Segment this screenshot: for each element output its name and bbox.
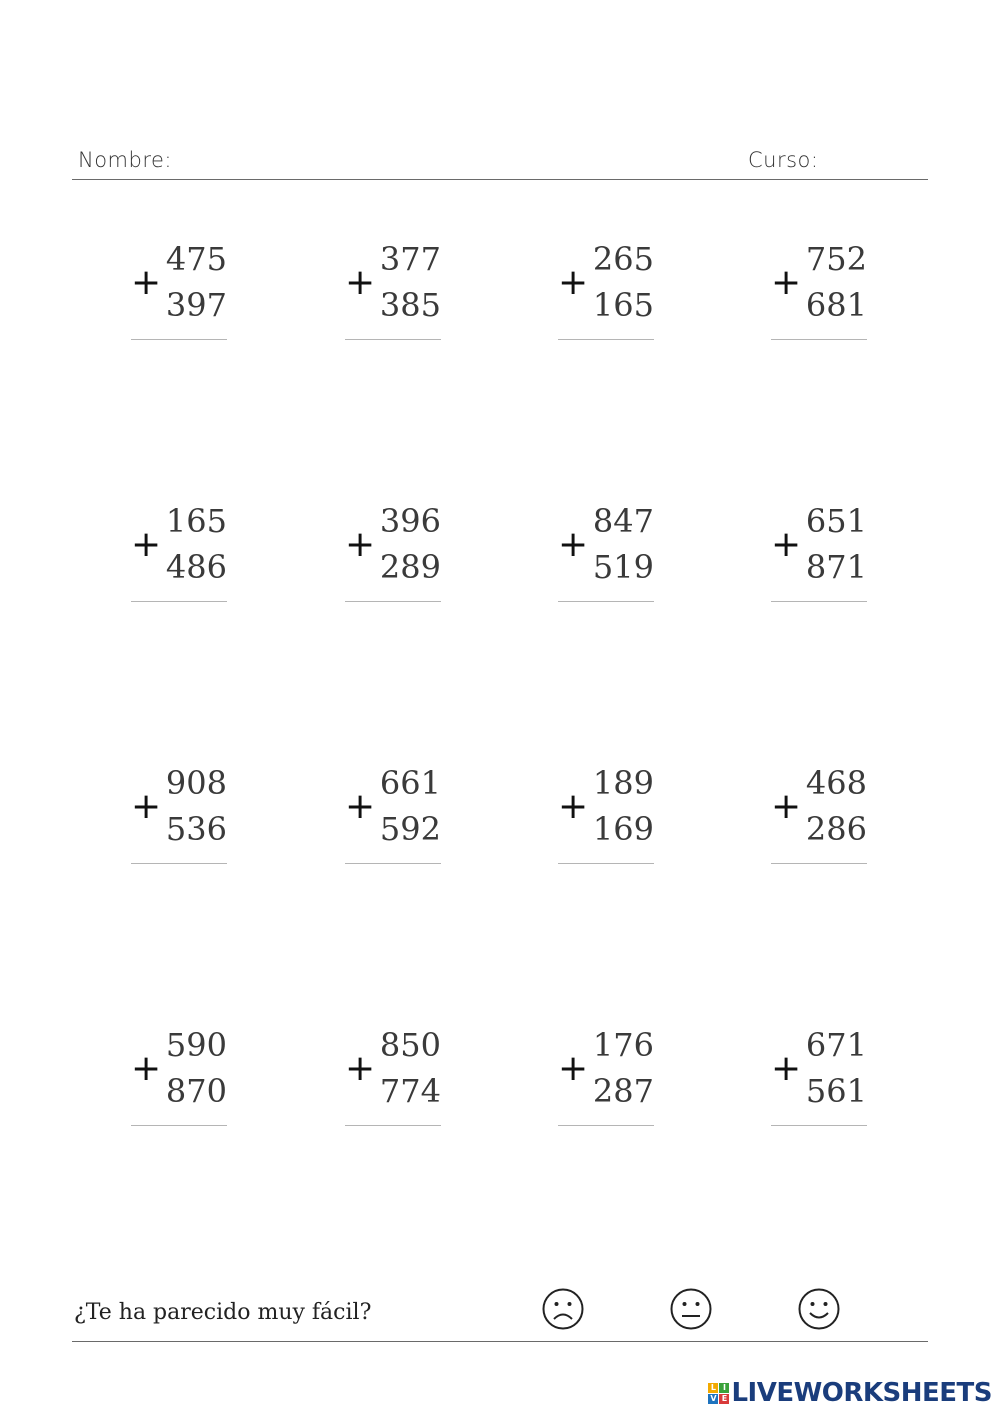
addend-top: 671 bbox=[805, 1026, 867, 1064]
answer-line[interactable] bbox=[558, 601, 654, 602]
answer-line[interactable] bbox=[345, 863, 441, 864]
addition-problem bbox=[345, 240, 441, 339]
answer-line[interactable] bbox=[131, 863, 227, 864]
addition-problem bbox=[131, 502, 227, 601]
answer-line[interactable] bbox=[131, 601, 227, 602]
addend-bottom: 870 bbox=[165, 1072, 227, 1110]
addition-problem bbox=[558, 240, 654, 339]
addend-top: 176 bbox=[592, 1026, 654, 1064]
addend-top: 651 bbox=[805, 502, 867, 540]
addend-top: 661 bbox=[379, 764, 441, 802]
neutral-face-icon[interactable] bbox=[669, 1287, 713, 1331]
addition-problem bbox=[771, 240, 867, 339]
answer-line[interactable] bbox=[558, 1125, 654, 1126]
addend-top: 590 bbox=[165, 1026, 227, 1064]
plus-sign: + bbox=[771, 786, 802, 827]
logo-mark-letter: I bbox=[719, 1383, 729, 1393]
answer-line[interactable] bbox=[771, 863, 867, 864]
addend-bottom: 397 bbox=[165, 286, 227, 324]
answer-line[interactable] bbox=[771, 601, 867, 602]
plus-sign: + bbox=[131, 1048, 162, 1089]
answer-line[interactable] bbox=[771, 339, 867, 340]
addend-bottom: 486 bbox=[165, 548, 227, 586]
addend-top: 165 bbox=[165, 502, 227, 540]
logo-mark-icon bbox=[708, 1383, 729, 1404]
addition-problem bbox=[771, 1026, 867, 1125]
addition-problem bbox=[558, 764, 654, 863]
plus-sign: + bbox=[345, 524, 376, 565]
addend-bottom: 165 bbox=[592, 286, 654, 324]
plus-sign: + bbox=[771, 262, 802, 303]
addition-problem bbox=[558, 502, 654, 601]
addition-problem bbox=[558, 1026, 654, 1125]
addend-top: 468 bbox=[805, 764, 867, 802]
answer-line[interactable] bbox=[558, 339, 654, 340]
answer-line[interactable] bbox=[771, 1125, 867, 1126]
footer-rule bbox=[72, 1341, 928, 1342]
answer-line[interactable] bbox=[345, 1125, 441, 1126]
addend-top: 189 bbox=[592, 764, 654, 802]
answer-line[interactable] bbox=[131, 1125, 227, 1126]
addition-problem bbox=[131, 764, 227, 863]
plus-sign: + bbox=[771, 524, 802, 565]
logo-mark-letter: V bbox=[710, 1393, 717, 1403]
sad-face-icon[interactable] bbox=[541, 1287, 585, 1331]
header-rule bbox=[72, 179, 928, 180]
happy-face-icon[interactable] bbox=[797, 1287, 841, 1331]
addition-problem bbox=[345, 1026, 441, 1125]
addend-top: 377 bbox=[379, 240, 441, 278]
plus-sign: + bbox=[345, 786, 376, 827]
addend-bottom: 592 bbox=[379, 810, 441, 848]
logo-mark-letter: E bbox=[719, 1394, 729, 1404]
logo-mark-letter: L bbox=[708, 1383, 718, 1393]
addend-bottom: 385 bbox=[379, 286, 441, 324]
addend-top: 752 bbox=[805, 240, 867, 278]
addend-bottom: 561 bbox=[805, 1072, 867, 1110]
plus-sign: + bbox=[771, 1048, 802, 1089]
addend-bottom: 286 bbox=[805, 810, 867, 848]
addition-problem bbox=[131, 1026, 227, 1125]
addend-top: 396 bbox=[379, 502, 441, 540]
answer-line[interactable] bbox=[345, 339, 441, 340]
feedback-question: ¿Te ha parecido muy fácil? bbox=[74, 1300, 372, 1325]
plus-sign: + bbox=[345, 262, 376, 303]
answer-line[interactable] bbox=[131, 339, 227, 340]
addend-bottom: 871 bbox=[805, 548, 867, 586]
addend-bottom: 287 bbox=[592, 1072, 654, 1110]
logo-text: LIVEWORKSHEETS bbox=[731, 1378, 992, 1408]
plus-sign: + bbox=[558, 262, 589, 303]
addend-bottom: 774 bbox=[379, 1072, 441, 1110]
plus-sign: + bbox=[558, 1048, 589, 1089]
addend-top: 265 bbox=[592, 240, 654, 278]
plus-sign: + bbox=[131, 786, 162, 827]
plus-sign: + bbox=[558, 524, 589, 565]
liveworksheets-logo[interactable] bbox=[708, 1378, 992, 1408]
name-label: Nombre: bbox=[78, 148, 173, 172]
addition-problem bbox=[131, 240, 227, 339]
answer-line[interactable] bbox=[558, 863, 654, 864]
addition-problem bbox=[771, 764, 867, 863]
course-label: Curso: bbox=[748, 148, 819, 172]
answer-line[interactable] bbox=[345, 601, 441, 602]
addend-top: 475 bbox=[165, 240, 227, 278]
addition-problem bbox=[345, 502, 441, 601]
addend-bottom: 681 bbox=[805, 286, 867, 324]
addend-bottom: 519 bbox=[592, 548, 654, 586]
addend-bottom: 169 bbox=[592, 810, 654, 848]
addend-bottom: 536 bbox=[165, 810, 227, 848]
addend-bottom: 289 bbox=[379, 548, 441, 586]
addend-top: 850 bbox=[379, 1026, 441, 1064]
addend-top: 847 bbox=[592, 502, 654, 540]
plus-sign: + bbox=[131, 524, 162, 565]
addition-problem bbox=[345, 764, 441, 863]
plus-sign: + bbox=[558, 786, 589, 827]
plus-sign: + bbox=[131, 262, 162, 303]
addition-problem bbox=[771, 502, 867, 601]
plus-sign: + bbox=[345, 1048, 376, 1089]
addend-top: 908 bbox=[165, 764, 227, 802]
